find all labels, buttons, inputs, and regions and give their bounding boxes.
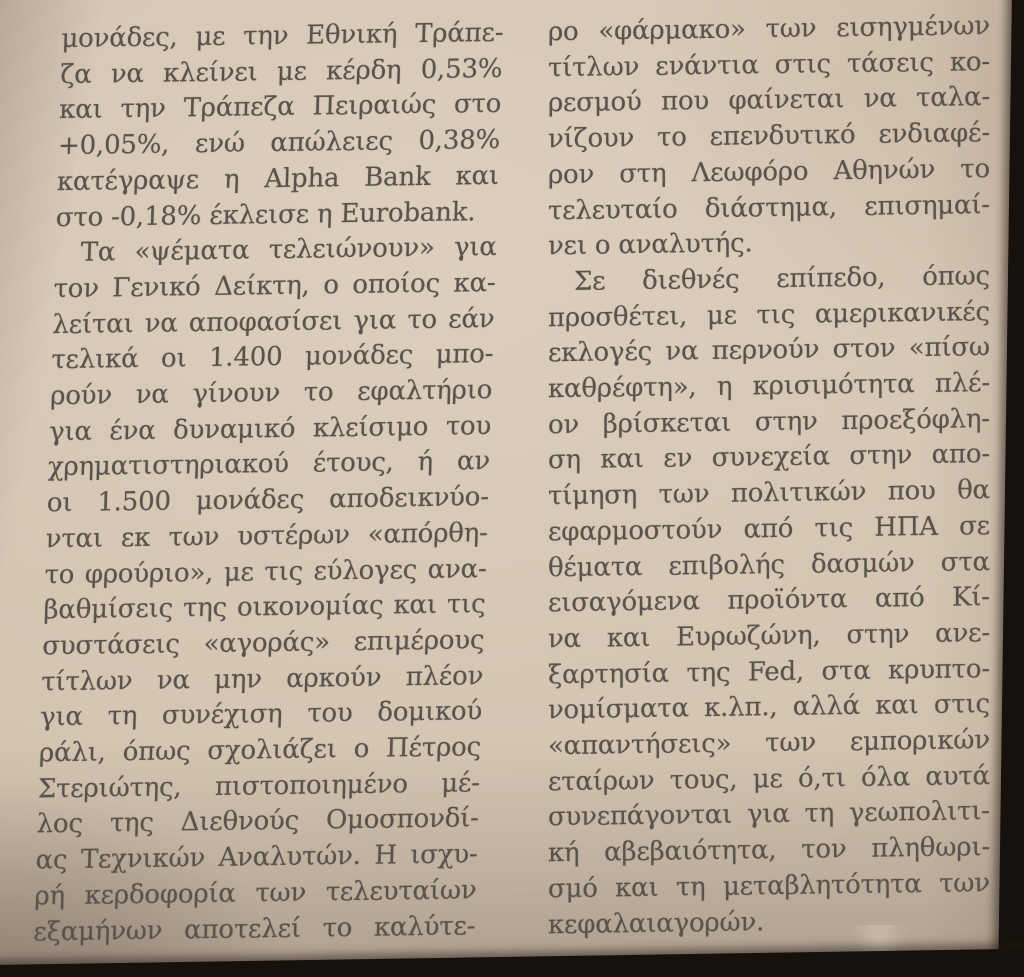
text-line: εισαγόμενα προϊόντα από Κί- bbox=[547, 582, 990, 619]
text-line: κή αβεβαιότητα, τον πληθωρι- bbox=[547, 832, 990, 869]
text-line: νει ο αναλυτής. bbox=[547, 228, 753, 262]
text-line: ας Τεχνικών Αναλυτών. Η ισχυ- bbox=[35, 839, 479, 876]
text-line: ζα να κλείνει με κέρδη 0,53% bbox=[59, 53, 503, 90]
text-line: σμό και τη μεταβλητότητα των bbox=[547, 868, 990, 905]
text-line: στο -0,18% έκλεισε η Eurobank. bbox=[55, 196, 476, 233]
text-line: ρή κερδοφορία των τελευταίων bbox=[34, 875, 477, 912]
text-line: εταίρων τους, με ό,τι όλα αυτά bbox=[547, 760, 990, 798]
text-line: οι 1.500 μονάδες αποδεικνύο- bbox=[46, 482, 490, 519]
article-column-left bbox=[33, 16, 504, 951]
text-line: «απαντήσεις» των εμπορικών bbox=[547, 725, 990, 762]
text-line: βαθμίσεις της οικονομίας και τις bbox=[43, 589, 486, 626]
text-line: συνεπάγονται για τη γεωπολιτι- bbox=[547, 796, 990, 833]
text-line: τίμηση των πολιτικών που θα bbox=[547, 475, 990, 512]
text-line: ρον στη Λεωφόρο Αθηνών το bbox=[547, 153, 990, 191]
text-line: ρο «φάρμακο» των εισηγμένων bbox=[547, 11, 990, 48]
text-line: ση και εν συνεχεία στην απο- bbox=[547, 439, 990, 476]
text-line: εκλογές να περνούν στον «πίσω bbox=[547, 332, 990, 369]
text-line: Στεριώτης, πιστοποιημένο μέ- bbox=[37, 767, 481, 805]
text-line: ρούν να γίνουν το εφαλτήριο bbox=[49, 375, 493, 412]
text-line: τελικά οι 1.400 μονάδες μπο- bbox=[50, 339, 494, 376]
text-line: Τα «ψέματα τελειώνουν» για bbox=[80, 232, 498, 268]
text-line: νται εκ των υστέρων «απόρθη- bbox=[45, 517, 489, 555]
text-line: μονάδες, με την Εθνική Τράπε- bbox=[60, 17, 504, 55]
text-line: για ένα δυναμικό κλείσιμο του bbox=[48, 410, 492, 447]
text-line: τελευταίο διάστημα, επισημαί- bbox=[547, 189, 990, 226]
text-line: λος της Διεθνούς Ομοσπονδί- bbox=[36, 803, 480, 840]
text-line: +0,05%, ενώ απώλειες 0,38% bbox=[57, 124, 501, 162]
text-line: ον βρίσκεται στην προεξόφλη- bbox=[547, 403, 990, 440]
article-body bbox=[32, 9, 1003, 950]
text-line: θέματα επιβολής δασμών στα bbox=[547, 546, 990, 583]
text-line: κεφαλαιαγορών. bbox=[547, 906, 765, 940]
text-line: νομίσματα κ.λπ., αλλά και στις bbox=[547, 689, 990, 726]
text-line: τίτλων ενάντια στις τάσεις κο- bbox=[547, 46, 990, 83]
text-line: συστάσεις «αγοράς» επιμέρους bbox=[41, 625, 485, 662]
article-column-right bbox=[548, 9, 990, 944]
text-line: και την Τράπεζα Πειραιώς στο bbox=[58, 89, 502, 126]
text-line: Σε διεθνές επίπεδο, όπως bbox=[573, 260, 990, 297]
text-line: το φρούριο», με τις εύλογες ανα- bbox=[44, 553, 488, 590]
text-line: ρεσμού που φαίνεται να ταλα- bbox=[547, 82, 990, 119]
text-line: εξαμήνων αποτελεί το καλύτε- bbox=[32, 910, 476, 948]
text-line: κατέγραψε η Alpha Bank και bbox=[56, 160, 500, 197]
text-line: προσθέτει, με τις αμερικανικές bbox=[547, 296, 990, 333]
text-line: ράλι, όπως σχολιάζει ο Πέτρος bbox=[38, 732, 482, 769]
text-line: για τη συνέχιση του δομικού bbox=[39, 696, 483, 733]
text-line: να και Ευρωζώνη, στην ανε- bbox=[547, 618, 990, 655]
text-line: χρηματιστηριακού έτους, ή αν bbox=[47, 446, 491, 483]
text-line: λείται να αποφασίσει για το εάν bbox=[52, 303, 495, 340]
text-line: τίτλων να μην αρκούν πλέον bbox=[40, 660, 484, 698]
text-line: νίζουν το επενδυτικό ενδιαφέ- bbox=[547, 118, 990, 155]
text-line: καθρέφτη», η κρισιμότητα πλέ- bbox=[547, 368, 990, 405]
text-line: ξαρτησία της Fed, στα κρυπτο- bbox=[547, 653, 990, 690]
text-line: εφαρμοστούν από τις ΗΠΑ σε bbox=[547, 510, 990, 548]
text-line: τον Γενικό Δείκτη, ο οποίος κα- bbox=[53, 267, 497, 305]
